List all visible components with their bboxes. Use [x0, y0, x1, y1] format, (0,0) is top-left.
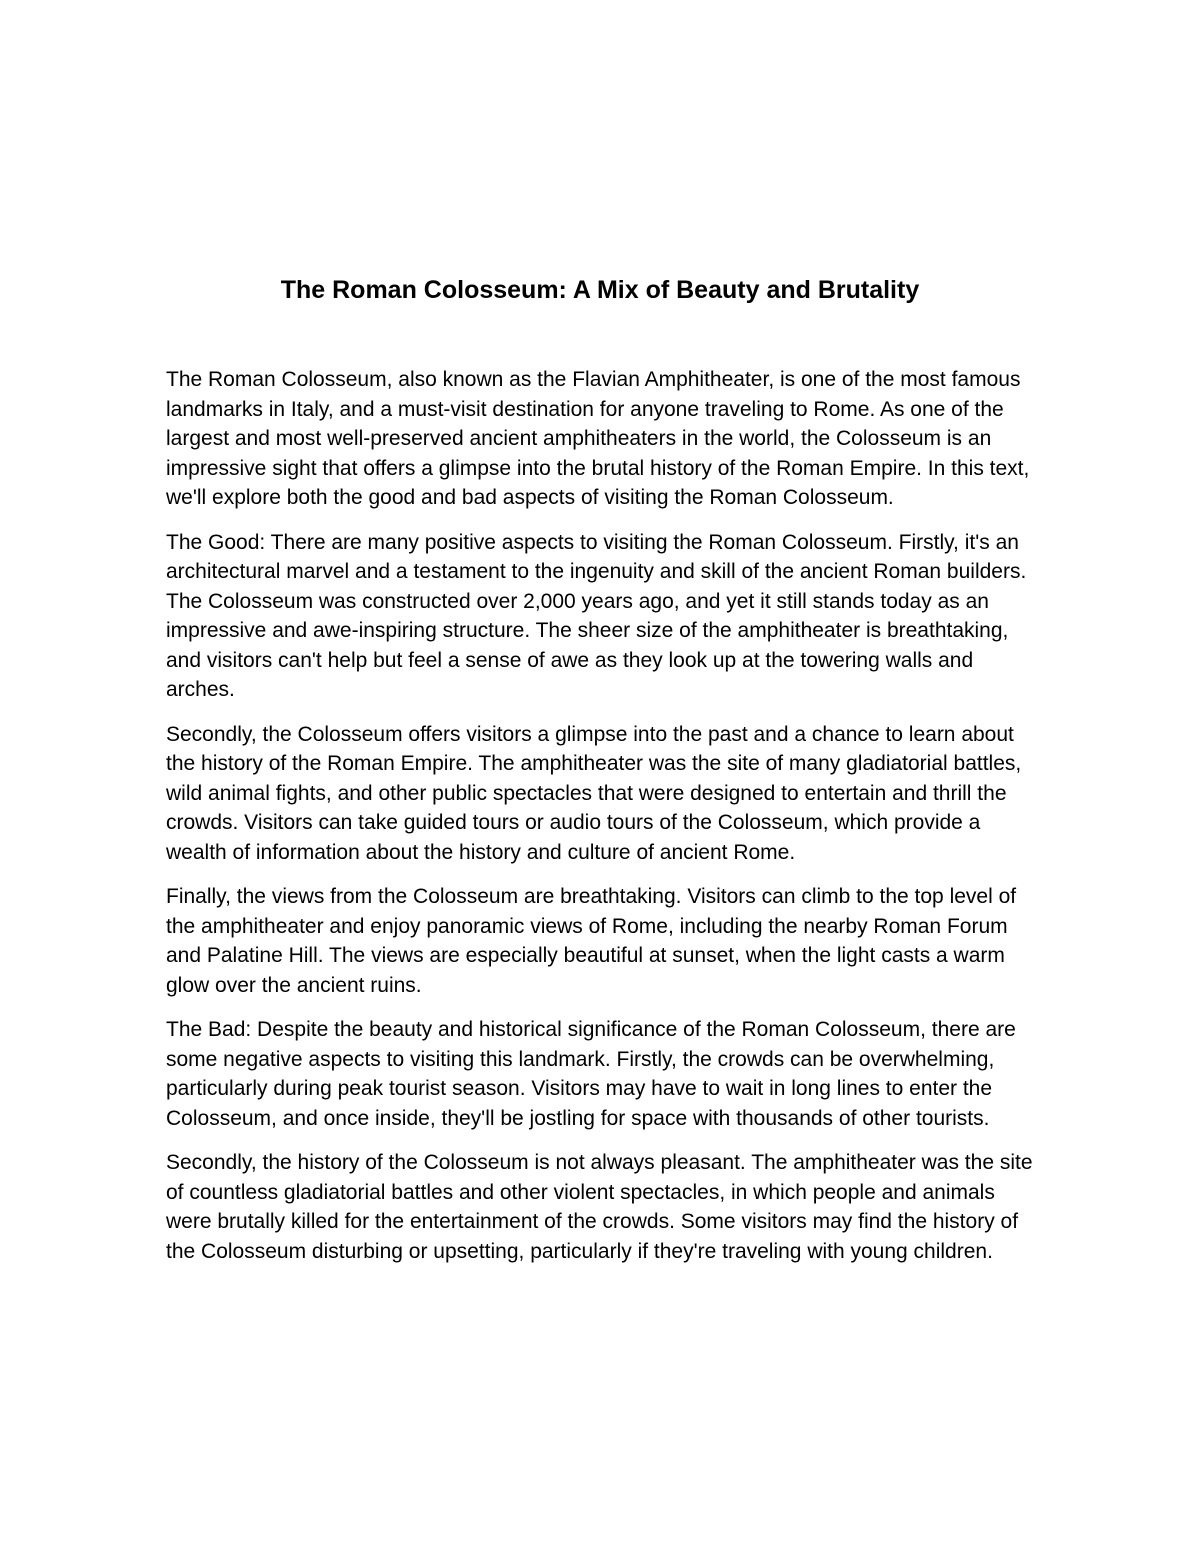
- paragraph-bad-secondly: Secondly, the history of the Colosseum is not always pleasant. The amphitheater was the site of countless gladiatorial battles and other violent spectacles, in which people and animals were brutally killed for the entertainment of the crowds. Some visitors may find the history of the Colosseum disturbing or upsetting, particularly if they're traveling with young children.: [166, 1151, 1033, 1263]
- document-title: The Roman Colosseum: A Mix of Beauty and Brutality: [280, 276, 920, 304]
- paragraph-good-secondly: Secondly, the Colosseum offers visitors a glimpse into the past and a chance to learn about the history of the Roman Empire. The amphitheater was the site of many gladiatorial battles, wild animal fights, and other public spectacles that were designed to entertain and thrill the crowds. Visitors can take guided tours or audio tours of the Colosseum, which provide a wealth of information about the history and culture of ancient Rome.: [166, 722, 1022, 864]
- paragraph-the-good: The Good: There are many positive aspects to visiting the Roman Colosseum. Firstly, it's an architectural marvel and a testament to the ingenuity and skill of the ancient Roman builders. The Colosseum was constructed over 2,000 years ago, and yet it still stands today as an impressive and awe-inspiring structure. The sheer size of the amphitheater is breathtaking, and visitors can't help but feel a sense of awe as they look up at the towering walls and arches.: [166, 530, 1027, 701]
- paragraph-intro: The Roman Colosseum, also known as the Flavian Amphitheater, is one of the most famous landmarks in Italy, and a must-visit destination for anyone traveling to Rome. As one of the largest and most well-preserved ancient amphitheaters in the world, the Colosseum is an impressive sight that offers a glimpse into the brutal history of the Roman Empire. In this text, we'll explore both the good and bad aspects of visiting the Roman Colosseum.: [166, 368, 1030, 509]
- document-body: [166, 365, 1046, 1281]
- paragraph-the-bad: The Bad: Despite the beauty and historical significance of the Roman Colosseum, there are some negative aspects to visiting this landmark. Firstly, the crowds can be overwhelming, particularly during peak tourist season. Visitors may have to wait in long lines to enter the Colosseum, and once inside, they'll be jostling for space with thousands of other tourists.: [166, 1018, 1016, 1130]
- paragraph-good-finally: Finally, the views from the Colosseum are breathtaking. Visitors can climb to the top level of the amphitheater and enjoy panoramic views of Rome, including the nearby Roman Forum and Palatine Hill. The views are especially beautiful at sunset, when the light casts a warm glow over the ancient ruins.: [166, 885, 1017, 997]
